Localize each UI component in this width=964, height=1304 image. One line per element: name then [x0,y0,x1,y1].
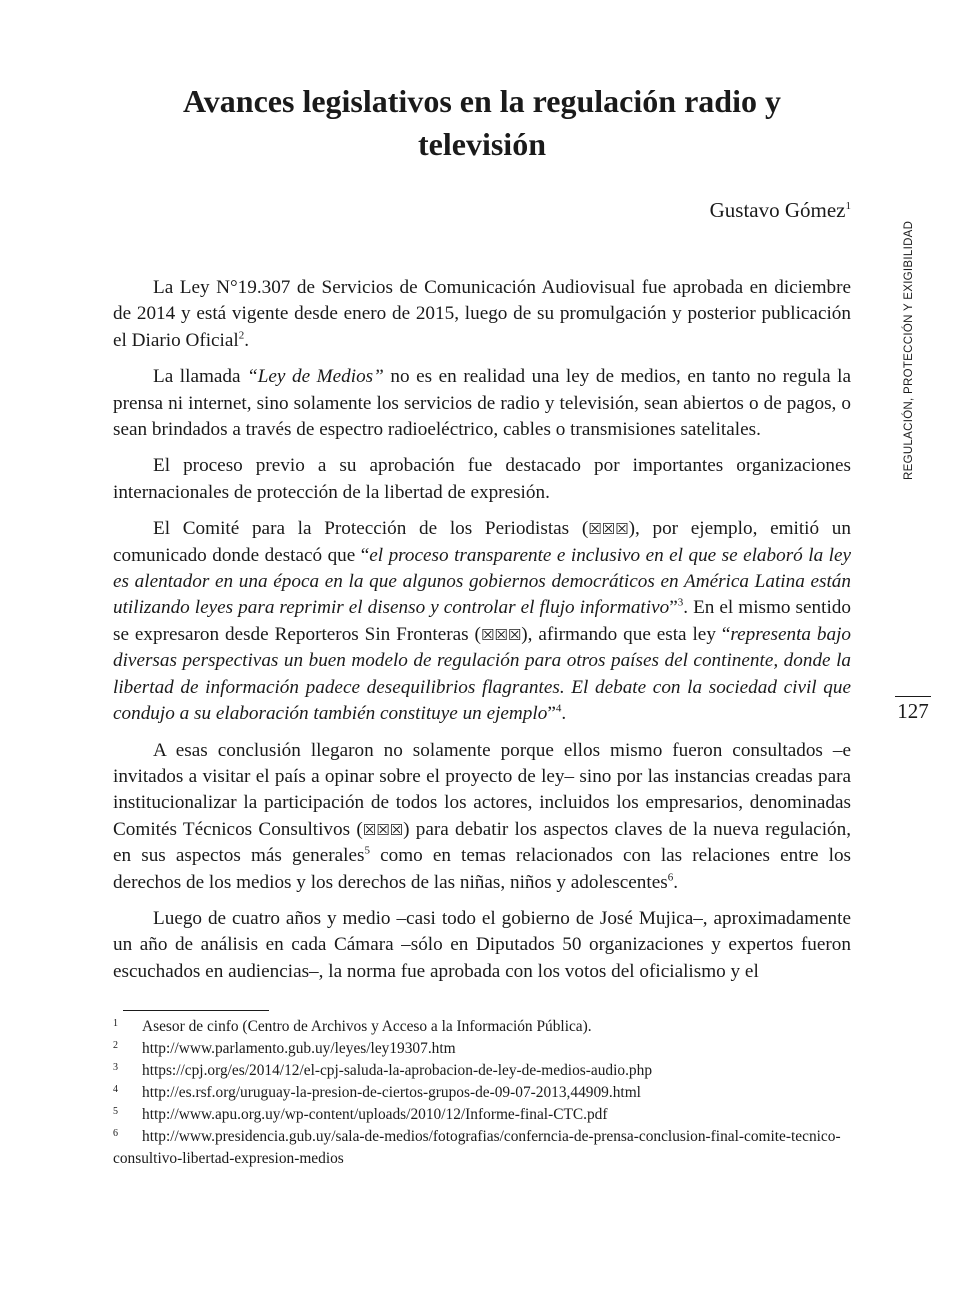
paragraph-text: El Comité para la Protección de los Periodistas ( [153,518,589,540]
missing-glyph-acronym: ☒☒☒ [480,625,522,644]
paragraph-4 [113,516,851,727]
footnote-link[interactable]: http://es.rsf.org/uruguay-la-presion-de-ciertos-grupos-de-09-07-2013,44909.html [142,1084,641,1101]
paragraph-2 [113,364,851,443]
footnote-number: 2 [113,1040,118,1051]
author-line [113,197,851,223]
missing-glyph-acronym: ☒☒☒ [362,820,404,839]
page-number-rule [895,696,931,697]
footnote-text: Asesor de cinfo (Centro de Archivos y Acceso a la Información Pública). [142,1018,592,1035]
paragraph-3: El proceso previo a su aprobación fue destacado por importantes organizaciones internacionales de protección de la libertad de expresión. [113,455,851,503]
footnote-divider [123,1010,269,1011]
footnote-link[interactable]: http://www.presidencia.gub.uy/sala-de-medios/fotografias/conferncia-de-prensa-conclusion-final-comite-tecnico-consultivo-libertad-expresion-medios [113,1128,841,1167]
footnote-ref[interactable]: 3 [677,597,684,610]
title-line-1: Avances legislativos en la regulación radio y [183,83,781,119]
paragraph-text: ), afirmando que esta ley “ [521,623,731,645]
italic-text: “Ley de Medios” [247,366,384,388]
footnotes [113,1016,851,1170]
footnote-link[interactable]: http://www.apu.org.uy/wp-content/uploads/2010/12/Informe-final-CTC.pdf [142,1106,608,1123]
footnote-ref[interactable]: 1 [845,200,851,212]
paragraph-text: . En el mismo sentido se expresaron desde Reporteros Sin Fronteras ( [113,597,851,645]
paragraph-text: ” [669,597,678,619]
footnote-link[interactable]: http://www.parlamento.gub.uy/leyes/ley19307.htm [142,1040,456,1057]
footnote [113,1126,851,1170]
footnote-number: 1 [113,1018,118,1029]
paragraph-text: ) para debatir los aspectos claves de la nueva regulación, en sus aspectos más generales [113,818,852,867]
paragraph-text: A esas conclusión llegaron no solamente porque ellos mismo fueron consultados –e invitados a visitar el país a opinar sobre el proyecto de ley– sino por las instancias creadas para institucionalizar la participación de todos los actores, incluidos los empresarios, denominadas Comités Técnicos Consultivos ( [113,739,851,840]
paragraph-text: . [673,871,679,893]
paragraph-text: ” [547,703,556,725]
running-section-label: REGULACIÓN, PROTECCIÓN Y EXIGIBILIDAD [903,220,915,480]
footnote-ref[interactable]: 4 [555,702,562,715]
paragraph-text: ), por ejemplo, emitió un comunicado donde destacó que “ [113,518,851,566]
footnote [113,1016,851,1038]
title-line-2: televisión [418,126,546,162]
footnote-ref[interactable]: 2 [238,329,245,342]
footnote-ref[interactable]: 6 [667,871,674,884]
footnote-number: 6 [113,1128,118,1139]
footnote [113,1038,851,1060]
footnote-link[interactable]: https://cpj.org/es/2014/12/el-cpj-saluda-la-aprobacion-de-ley-de-medios-audio.php [142,1062,653,1079]
footnote-number: 3 [113,1062,118,1073]
footnote-number: 5 [113,1106,118,1117]
article-title [113,80,851,166]
missing-glyph-acronym: ☒☒☒ [588,520,629,539]
footnote [113,1104,851,1126]
paragraph-text: como en temas relacionados con las relaciones entre los derechos de los medios y los derechos de las niñas, niños y adolescentes [113,845,851,893]
paragraph-1 [113,275,851,354]
paragraph-text: La Ley N°19.307 de Servicios de Comunicación Audiovisual fue aprobada en diciembre de 2014 y está vigente desde enero de 2015, luego de su promulgación y posterior publicación el Diario Oficial [113,277,851,351]
paragraph-text: no es en realidad una ley de medios, en tanto no regula la prensa ni internet, sino solamente los servicios de radio y televisión, sean abiertos o de pagos, o sean brindados a través de espectro radioeléctrico, cables o transmisiones satelitales. [113,366,851,441]
footnote-number: 4 [113,1084,118,1095]
quote-italic: representa bajo diversas perspectivas un buen modelo de regulación para otros países del continente, donde la libertad de información padece desequilibrios flagrantes. El debate con la sociedad civil que condujo a su elaboración también constituye un ejemplo [113,623,852,725]
page-number: 127 [897,699,929,723]
footnote [113,1060,851,1082]
footnote [113,1082,851,1104]
article-body [113,275,851,995]
paragraph-text: . [561,703,567,725]
paragraph-text: . [244,329,250,351]
paragraph-text: La llamada [153,366,248,388]
paragraph-5 [113,738,851,896]
quote-italic: el proceso transparente e inclusivo en el que se elaboró la ley es alentador en una época en la que algunos gobiernos democráticos en América Latina están utilizando leyes para reprimir el disenso y controlar el flujo informativo [113,544,851,619]
author-name: Gustavo Gómez [709,198,846,222]
footnote-ref[interactable]: 5 [364,844,370,857]
paragraph-6: Luego de cuatro años y medio –casi todo el gobierno de José Mujica–, aproximadamente un año de análisis en cada Cámara –sólo en Diputados 50 organizaciones y expertos fueron escuchados en audiencias–, la norma fue aprobada con los votos del oficialismo y el [113,907,851,982]
